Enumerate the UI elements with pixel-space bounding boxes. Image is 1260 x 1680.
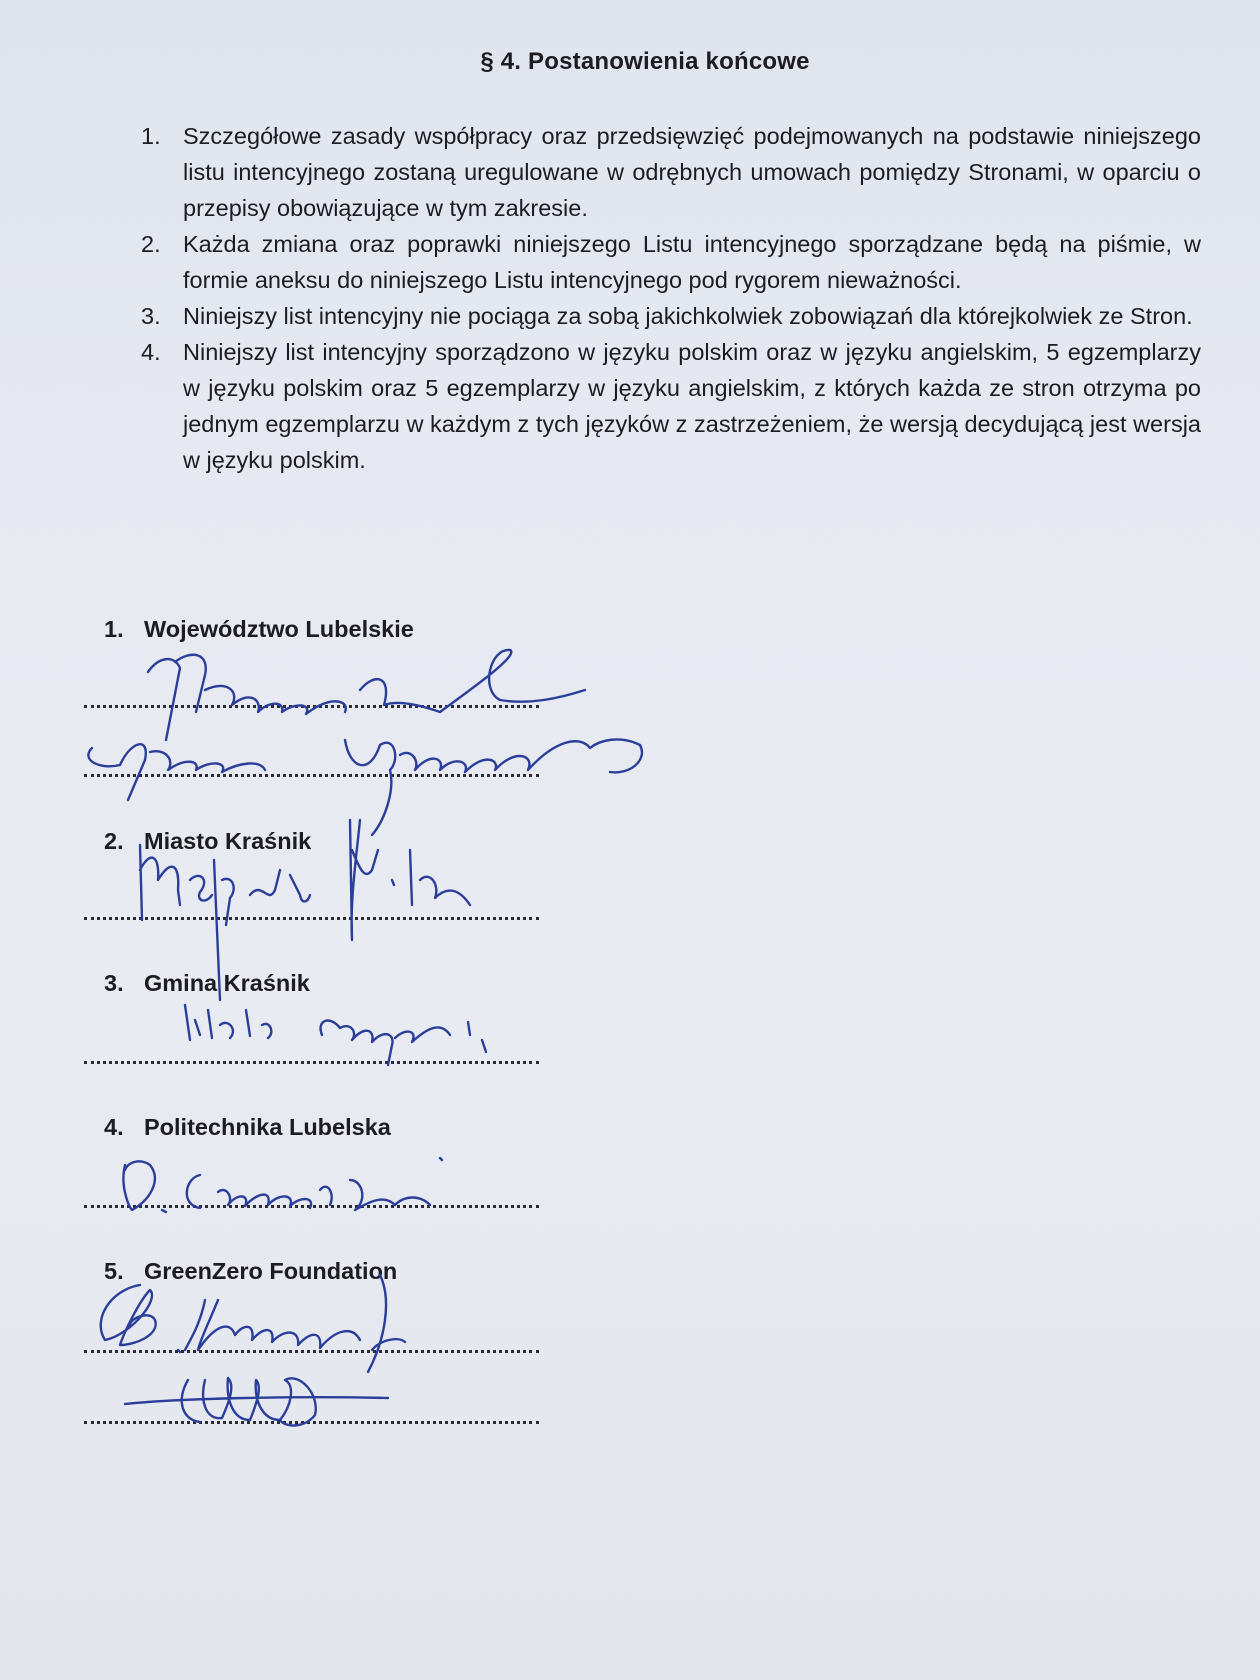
clause-number: 3. <box>141 303 161 329</box>
signature-scribble <box>148 650 585 740</box>
signature-line <box>84 1205 539 1208</box>
signature-scribble <box>101 1275 405 1372</box>
party-name: Miasto Kraśnik <box>144 828 312 854</box>
signature-line <box>84 1350 539 1353</box>
signature-scribble <box>88 739 642 835</box>
clause-text: Niniejszy list intencyjny nie pociąga za sobą jakichkolwiek zobowiązań dla którejkolwiek ze Stron. <box>183 303 1193 329</box>
clause-text: Szczegółowe zasady współpracy oraz przedsięwzięć podejmowanych na podstawie niniejszego listu intencyjnego zostaną uregulowane w odrębnych umowach pomiędzy Stronami, w oparciu o przepisy obowiązujące w tym zakresie. <box>183 123 1201 221</box>
signature-line <box>84 1061 539 1064</box>
party-block <box>96 1256 556 1286</box>
clause-item <box>135 226 1201 298</box>
signature-scribble <box>125 1378 388 1425</box>
clause-list <box>135 118 1201 478</box>
clause-text: Niniejszy list intencyjny sporządzono w języku polskim oraz w języku angielskim, 5 egzemplarzy w języku polskim oraz 5 egzemplarzy w języku angielskim, z których każda ze stron otrzyma po jednym egzemplarzu w każdym z tych języków z zastrzeżeniem, że wersją decydującą jest wersja w języku polskim. <box>183 339 1201 473</box>
signature-line <box>84 705 539 708</box>
clause-item <box>135 118 1201 226</box>
party-name: Politechnika Lubelska <box>144 1114 391 1140</box>
clause-number: 2. <box>141 231 161 257</box>
party-number: 4. <box>104 1114 124 1140</box>
party-block <box>96 826 556 856</box>
clause-number: 4. <box>141 339 161 365</box>
clause-text: Każda zmiana oraz poprawki niniejszego Listu intencyjnego sporządzane będą na piśmie, w formie aneksu do niniejszego Listu intencyjnego pod rygorem nieważności. <box>183 231 1201 293</box>
signature-line <box>84 917 539 920</box>
clause-item <box>135 298 1201 334</box>
party-number: 3. <box>104 970 124 996</box>
section-heading: § 4. Postanowienia końcowe <box>480 48 810 75</box>
party-label <box>96 1112 556 1142</box>
party-block <box>96 614 556 644</box>
signature-line <box>84 774 539 777</box>
party-number: 2. <box>104 828 124 854</box>
party-label <box>96 968 556 998</box>
party-number: 5. <box>104 1258 124 1284</box>
party-name: GreenZero Foundation <box>144 1258 398 1284</box>
party-number: 1. <box>104 616 124 642</box>
party-block <box>96 1112 556 1142</box>
signature-line <box>84 1421 539 1424</box>
party-name: Gmina Kraśnik <box>144 970 310 996</box>
signature-scribble <box>185 1005 486 1065</box>
party-block <box>96 968 556 998</box>
party-label <box>96 826 556 856</box>
clause-number: 1. <box>141 123 161 149</box>
party-label <box>96 614 556 644</box>
party-name: Województwo Lubelskie <box>144 616 414 642</box>
clause-item <box>135 334 1201 478</box>
party-label <box>96 1256 556 1286</box>
signature-scribble <box>123 1158 442 1212</box>
